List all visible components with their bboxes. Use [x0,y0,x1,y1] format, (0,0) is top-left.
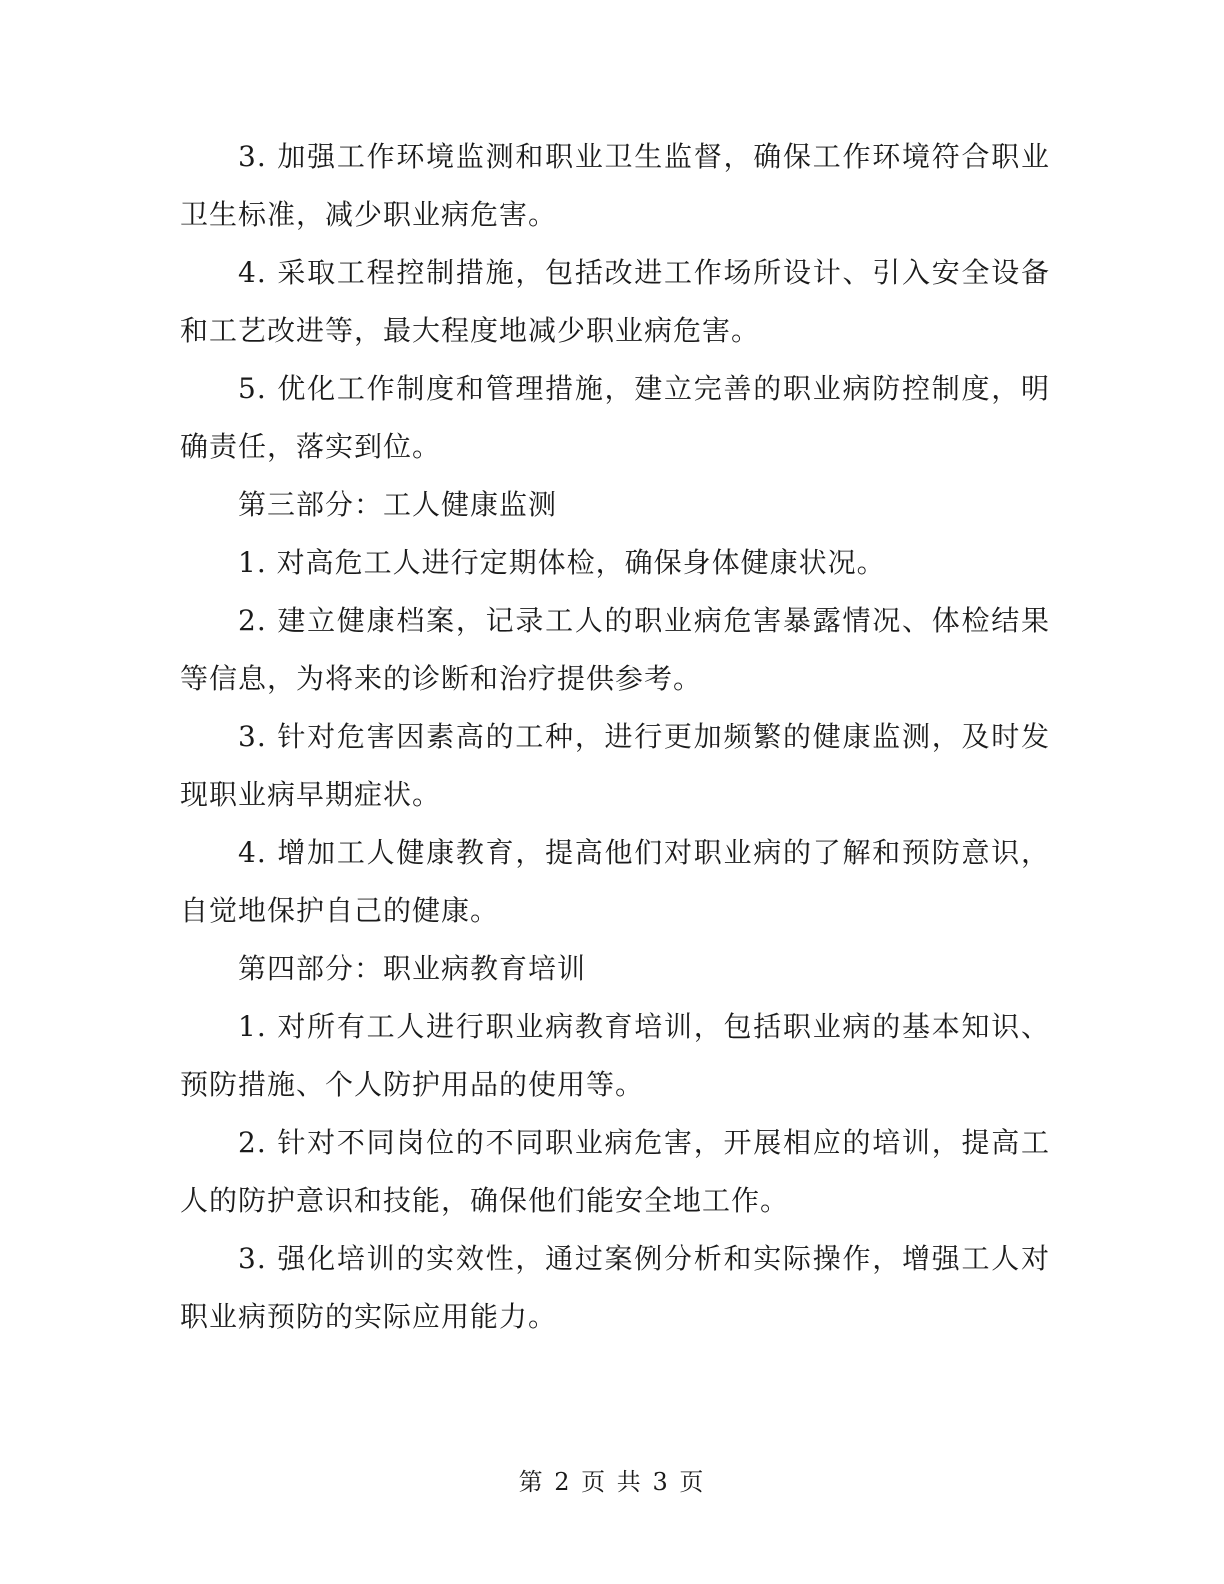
page-footer: 第 2 页 共 3 页 [518,1468,706,1496]
section-heading: 第三部分：工人健康监测 [238,488,558,521]
paragraph-item: 3. 针对危害因素高的工种，进行更加频繁的健康监测，及时发现职业病早期症状。 [180,720,1050,811]
paragraph-item: 5. 优化工作制度和管理措施，建立完善的职业病防控制度，明确责任，落实到位。 [180,372,1050,463]
paragraph-item: 3. 强化培训的实效性，通过案例分析和实际操作，增强工人对职业病预防的实际应用能力。 [180,1242,1050,1333]
paragraph-item: 2. 建立健康档案，记录工人的职业病危害暴露情况、体检结果等信息，为将来的诊断和治疗提供参考。 [180,604,1050,695]
paragraph-item: 4. 采取工程控制措施，包括改进工作场所设计、引入安全设备和工艺改进等，最大程度地减少职业病危害。 [180,256,1050,347]
paragraph-item: 4. 增加工人健康教育，提高他们对职业病的了解和预防意识，自觉地保护自己的健康。 [180,836,1050,927]
section-heading: 第四部分：职业病教育培训 [238,952,587,985]
paragraph-item: 1. 对所有工人进行职业病教育培训，包括职业病的基本知识、预防措施、个人防护用品的使用等。 [180,1010,1050,1101]
paragraph-item: 1. 对高危工人进行定期体检，确保身体健康状况。 [238,546,886,579]
paragraph-item: 3. 加强工作环境监测和职业卫生监督，确保工作环境符合职业卫生标准，减少职业病危害。 [180,140,1050,231]
paragraph-item: 2. 针对不同岗位的不同职业病危害，开展相应的培训，提高工人的防护意识和技能，确保他们能安全地工作。 [180,1126,1050,1217]
document-body [180,128,1050,1346]
